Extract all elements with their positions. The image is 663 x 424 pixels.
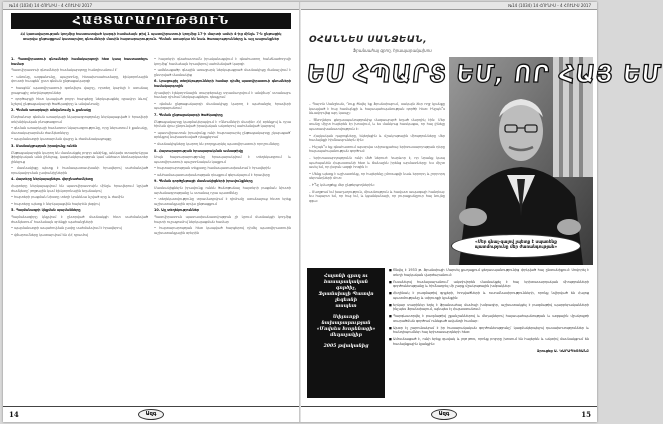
paragraph: Պատվիրատուի գնումների համակարգողը հանդիսանում է՝: [11, 68, 118, 73]
newspaper-logo: Ազգ: [138, 409, 164, 420]
left-running-head: [3, 2, 299, 10]
paragraph: • հասցեն՝ պատվիրատուի գտնվելու վայրը, որտեղ կարելի է ստանալ լրացուցիչ տեղեկություններ: [11, 85, 148, 95]
paragraph: • հայտարարության հետ կապված հարցերով դիմել պատվիրատուին աշխատանքային օրերին: [154, 226, 291, 235]
paragraph: • տեղեկատվությունը տրամադրվում է դիմումը ստանալուց հետո երեք աշխատանքային օրվա ընթացքում: [154, 197, 291, 206]
bio-bullet: ■ Այսօր էլ շարունակում է իր հասարակական գործունեությունը՝ կազմակերպելով դասախոսություններ և հանդիպումներ հայ երիտասարդների հետ։: [389, 326, 589, 335]
paragraph: – Ինչպե՞ս եք գնահատում այսօրվա սփյուռքահայ երիտասարդության դերը հայապահպանության գործում։: [309, 144, 445, 154]
bio-bullet: ■ Երկար տարիներ եղել է ֆրանսահայ մամուլի խմբագիր, աշխատակցել է բազմաթիվ պարբերականների ինչպես Ֆրանսիայում, այնպես էլ Հայաստանում։: [389, 303, 589, 312]
paragraph: 9. Գնման գործընթացի մասնակիցների իրավունքները: [154, 179, 253, 184]
paragraph: • հայտարարության տեքստը համապատասխանում է հրավերին: [154, 166, 271, 171]
paragraph: – Ծնողներս ցեղասպանությունից մազապուրծ եղած մարդիկ էին։ Մեր տանը միշտ հայերեն էր խոսվում, և ես մանկուց հասկացա, որ հայ լինելը պատասխանատվություն է։: [309, 117, 445, 131]
paragraph: • պայմանագրի կատարման վայրը և ժամանակացույցը: [11, 137, 112, 142]
paragraph: Պայմանագիրը կնքվում է ընտրված մասնակցի հետ սահմանված ժամկետում՝ համաձայն օրենքի պահանջների: [11, 215, 148, 224]
bio-bullet: ■ Ամուսնացած է, ունի երեք զավակ և յոթ թոռ, որոնք բոլորը խոսում են հայերեն և ակտիվ մասնակցում են համայնքային կյանքին։: [389, 337, 589, 346]
paragraph: 5. Պայմանագրի կնքման պայմանները: [11, 208, 81, 213]
paragraph: • հայտերի բացման նիստը տեղի կունենա նշված օրը և ժամին: [11, 195, 124, 200]
interview-headline: ԵՍ ՀՊԱՐՏ ԵՄ, ՈՐ ՀԱՅ ԵՄ: [305, 60, 663, 88]
sidebar-line: Ֆրանսիայի Պատվո լեգեոնի: [318, 292, 374, 303]
paragraph: • հայտերը պետք է ներկայացվեն հայերեն լեզվով: [11, 201, 100, 206]
bio-bullet-list: [389, 268, 589, 347]
left-footer: [3, 406, 299, 422]
paragraph: • ամենացածր գնային առաջարկ ներկայացրած մասնակիցը ճանաչվում է ընտրված մասնակից: [154, 68, 291, 77]
paragraph: Սույն հայտարարությունը հրապարակվում է տեղեկագրում և պատվիրատուի պաշտոնական կայքում: [154, 155, 291, 164]
paragraph: – Պարոն Սանջեան, Դուք ծնվել եք Ֆրանսիայում, սակայն ձեր ողջ կյանքը կապված է հայ համայնքի և հայապահպանության գործի հետ։ Ինչպե՞ս ձևավորվեց այդ կապը։: [309, 102, 445, 116]
paragraph: Հայտերը ներկայացվում են պատվիրատուին մինչև հրավերում նշված ժամկետը՝ թղթային կամ էլեկտրոնային եղանակով: [11, 184, 148, 193]
left-page: [3, 2, 299, 422]
bio-bullets: [389, 268, 589, 406]
paragraph: • Մենք պետք է աշխատենք, որ հայերենը չմոռացվի նաև երրորդ և չորրորդ սերունդների մոտ։: [309, 171, 445, 181]
page-number: 15: [581, 410, 591, 419]
paragraph: Մասնակիցներն իրավունք ունեն ծանոթանալ հայտերի բացման նիստի արձանագրությանը և ստանալ դրա պատճենը: [154, 186, 291, 195]
bio-bullet: ■ Հեղինակ է բազմաթիվ գրքերի, հոդվածների և ուսումնասիրությունների, որոնք նվիրված են Հայոց պատմությանը և սփյուռքի կյանքին։: [389, 291, 589, 300]
paragraph: Ընթացակարգը կազմակերպվում է «Գնումների մասին» ՀՀ օրենքով և դրա հիման վրա ընդունված իրավական ակտերով սահմանված կարգով: [154, 119, 291, 129]
announcement-column-2: [154, 57, 291, 402]
right-running-head-text: №14 (1034) 14 ՀՈՒՆԻՍ - 4 ՀՈՒԼԻՍ 2017: [507, 3, 591, 8]
paragraph: • գնման առարկայի համառոտ նկարագրությունը, որը ներառում է քանակը, մատակարարման ժամկետները: [11, 126, 148, 135]
left-running-head-text: №14 (1034) 14 ՀՈՒՆԻՍ - 4 ՀՈՒԼԻՍ 2017: [9, 3, 93, 8]
pull-quote: «Մեր գնալ-գալով չպետք է սպառենք պատմությունը մեր ժառանգության»: [451, 234, 581, 258]
paragraph: 3. Մասնակցության իրավունք ունեն: [11, 143, 77, 148]
paragraph: Ընթացակարգին կարող են մասնակցել բոլոր անձինք, անկախ օտարերկրյա ֆիզիկական անձ լինելուց, կազմակերպություն կամ անհատ ձեռնարկատեր լինելուց: [11, 150, 148, 164]
paragraph: • մասնակիցը պետք է համապատասխանի հրավերով սահմանված որակավորման չափանիշներին: [11, 166, 148, 175]
sidebar-line: Հայտնի գրող ու հասարակական: [323, 274, 369, 285]
paragraph: • վճարումները կատարվում են ՀՀ դրամով: [11, 232, 88, 237]
right-page: [301, 2, 663, 422]
paragraph: • մասնակիցները կարող են բողոքարկել պատվիրատուի որոշումները: [154, 141, 280, 146]
sidebar-line: «Մովսես Խորենացի»: [316, 327, 376, 332]
bio-bullet: ■ Ծնվել է 1933 թ. Ֆրանսիայի Մարսել քաղաքում ցեղասպանությունից փրկված հայ ընտանիքում։ Սովորել է տեղի հայկական վարժարանում։: [389, 268, 589, 277]
paragraph: 10. Այլ տեղեկություններ: [154, 208, 200, 213]
paragraph: 2. Գնման առարկայի անվանումը և քանակը: [11, 108, 92, 113]
sidebar-line: Սփյուռքի նախարարության: [321, 315, 371, 326]
newspaper-logo: Ազգ: [431, 409, 457, 420]
paragraph: Պատվիրատուն պատասխանատվություն չի կրում մասնակցի կողմից հայտի ուշացումով ներկայացման համար: [154, 215, 291, 224]
interviewee-name: ՕՀԱՆՆԵՍ ՍԱՆՋԵԱՆ,: [309, 35, 427, 45]
interview-text: [309, 102, 445, 272]
right-footer: [301, 406, 597, 422]
sidebar-line: մեդալակիր: [330, 333, 362, 338]
announcement-intro: ՀՀ կառավարության կողմից հաստատված կարգի համաձայն թիվ 1 պատվիրատուի կողմից 17-ի մարտի ամսի 4-ից մինչև 7-ն ընթացիկ տարվա ընթացքում կատարվող գնումների մասին հայտարարություն. Գնման առարկա են նաև ծառայությունները և այլ ապրանքներ: [20, 32, 282, 41]
paragraph: – Ի՞նչ կմաղթեք մեր ընթերցողներին։: [309, 182, 375, 187]
bio-sidebar: [307, 268, 385, 398]
newspaper-spread: [3, 2, 663, 422]
paragraph: • պատվիրատուն իրավունք ունի հայտարարել ընթացակարգը չկայացած՝ օրենքով նախատեսված դեպքերում: [154, 130, 291, 140]
paragraph: • անհամապատասխանության դեպքում գերակայում է հրավերը: [154, 172, 270, 177]
paragraph: Հրավերի էլեկտրոնային տարբերակը տրամադրվում է անվճար՝ ստանալու համար դիմում ներկայացնելու դեպքում: [154, 90, 291, 100]
announcement-title: ՀԱՅՏԱՐԱՐՈՒԹՅՈՒՆ: [11, 13, 291, 29]
paragraph: 6. Լրացուցիչ տեղեկությունների համար դիմել պատվիրատուի գնումների համակարգողին: [154, 79, 291, 88]
paragraph: • գործարքի հետ կապված բոլոր հարցերը ներկայացնել գրավոր ձևով՝ նշելով ընթացակարգի ծածկագիրը և անվանումը: [11, 97, 148, 106]
bio-bullet: ■ Պարգևատրվել է բազմաթիվ շքանշաններով և մեդալներով հայապահպանության և ազգային մշակույթի տարածման գործում ունեցած ավանդի համար։: [389, 314, 589, 323]
paragraph: 8. Հայտարարության հրապարակման ամսաթիվը: [154, 148, 244, 153]
page-number: 14: [9, 410, 19, 419]
right-running-head: [301, 2, 597, 10]
paragraph: – Մաղթում եմ խաղաղություն, միասնություն և հավատ ապագայի հանդեպ։ Ես հպարտ եմ, որ հայ եմ, և կցանկանայի, որ յուրաքանչյուր հայ նույնը զգա։: [309, 189, 445, 203]
interview-signature: Զրուցեց Ա. ԿԱՐԱՊԵՏՅԱՆԸ: [536, 349, 589, 354]
sidebar-line: 2005 թվականից: [323, 344, 369, 349]
paragraph: – Երիտասարդությունն ունի մեծ ներուժ։ Կարևոր է, որ նրանք կապ պահպանեն Հայաստանի հետ և ճանաչեն իրենց արմատները։ Ես միշտ ասել եմ, որ լեզուն ազգի հոգին է։: [309, 155, 445, 170]
paragraph: 1. Պատվիրատուի գնումների համակարգողի հետ կապ հաստատելու համար: [11, 57, 148, 66]
paragraph: • հայտերի գնահատումն իրականացվում է գնահատող հանձնաժողովի կողմից՝ համաձայն հրավերով սահմանված կարգի: [154, 57, 291, 66]
announcement-columns: [11, 57, 291, 402]
bio-bullet: ■ Ուսանելով համալսարանում՝ ակտիվորեն մասնակցել է հայ երիտասարդական միությունների գործունեությանը և հիմնադրել մի շարք մշակութային խմբակներ։: [389, 280, 589, 289]
paragraph: Ընդհանուր գնման առարկայի նկարագրությունը ներկայացված է հրավերի տեխնիկական բնութագրում: [11, 114, 148, 124]
interviewee-subtitle: Ֆրանսահայ գրող, հրապարակախոս: [353, 48, 432, 53]
paragraph: • Հայկական դպրոցները, եկեղեցին և մշակութային միությունները մեր համայնքի հիմնասյուներն էին։: [309, 133, 445, 143]
sidebar-line: գործիչ,: [335, 286, 357, 291]
paragraph: 4. Հայտերը ներկայացնելու վերջնաժամկետը: [11, 177, 94, 182]
announcement-column-1: [11, 57, 148, 402]
paragraph: • պայմանագրի ապահովման չափը սահմանվում է հրավերով: [11, 226, 122, 231]
paragraph: • անունը, ազգանունը, պաշտոնը, հեռախոսահամարը, էլեկտրոնային փոստի հասցեն՝ ըստ գնման ընթացակարգի: [11, 74, 148, 84]
sidebar-line: ասպետ: [335, 304, 357, 309]
paragraph: 7. Գնման ընթացակարգի ծածկագիրը: [154, 112, 223, 117]
paragraph: • գնման ընթացակարգի մասնակիցը կարող է պահանջել հրավերի պարզաբանում: [154, 101, 291, 111]
